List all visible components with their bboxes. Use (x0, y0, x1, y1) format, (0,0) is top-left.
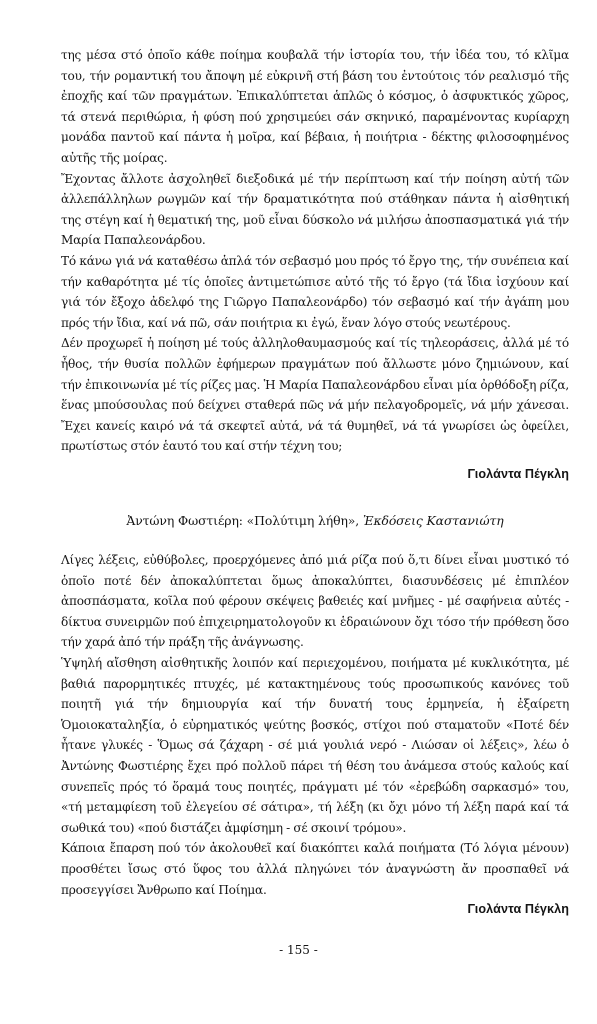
review-1 (61, 45, 569, 481)
review-1-paragraph: Δέν προχωρεῖ ἡ ποίηση μέ τούς ἀλληλοθαυμασμούς καί τίς τηλεοράσεις, ἀλλά μέ τό ἦθος, τήν θυσία πολλῶν ἐφήμερων πραγμάτων πού ἄλλωστε μόνο ζημιώνουν, καί τήν ἐπικοινωνία μέ τίς ρίζες μας. Ἡ Μαρία Παπαλεονάρδου εἶναι μία ὀρθόδοξη ρίζα, ἕνας μπούσουλας πού δείχνει σταθερά πῶς νά μήν πελαγοδρομεῖς, νά μήν χάνεσαι. Ἔχει κανείς καιρό νά τά σκεφτεῖ αὐτά, νά τά θυμηθεῖ, νά τά γνωρίσει ὡς ὀφείλει, πρωτίστως στόν ἑαυτό του καί στήν τέχνη του; (61, 336, 569, 454)
book-author-title: Ἀντώνη Φωστιέρη: «Πολύτιμη λήθη», (126, 513, 363, 528)
page-number: - 155 - (279, 943, 318, 957)
book-publisher: Ἐκδόσεις Καστανιώτη (362, 513, 504, 528)
review-1-signature: Γιολάντα Πέγκλη (467, 466, 569, 481)
review-2-heading (61, 513, 569, 528)
review-2-signature: Γιολάντα Πέγκλη (467, 902, 569, 917)
review-2-paragraph: Ὑψηλή αἴσθηση αἰσθητικῆς λοιπόν καί περιεχομένου, ποιήματα μέ κυκλικότητα, μέ βαθιά παρορμητικές πτυχές, μέ κατακτημένους τούς προσωπικούς κανόνες τοῦ ποιητῆ γιά τήν δημιουργία καί τήν δυνατή τους ἑρμηνεία, ἡ ἐξαίρετη Ὁμοιοκαταληξία, ὁ εὐρηματικός ψεύτης βοσκός, στίχοι πού σταματοῦν «Ποτέ δέν ἦτανε γλυκές - Ὅμως σά ζάχαρη - σέ μιά γουλιά νερό - Λιώσαν οἱ λέξεις», λέω ὁ Ἀντώνης Φωστιέρης ἔχει πρό πολλοῦ πάρει τή θέση του ἀνάμεσα στούς καλούς καί συνεπεῖς πρός τό ὅραμά τους ποιητές, πράγματι μέ τόν «ἐρεβώδη σαρκασμό» του, «τή μεταμφίεση τοῦ ἐλεγείου σέ σάτιρα», τή λέξη (κι ὄχι μόνο τή λέξη παρά καί τά σωθικά του) «πού διστάζει ἀμφίσημη - σέ σκοινί τρόμου». (61, 655, 569, 835)
review-1-paragraph: Τό κάνω γιά νά καταθέσω ἁπλά τόν σεβασμό μου πρός τό ἔργο της, τήν συνέπεια καί τήν καθαρότητα μέ τίς ὁποῖες ἀντιμετώπισε αὐτό τῆς τό ἔργο (τά ἴδια ἰσχύουν καί γιά τόν ἔξοχο ἀδελφό της Γιῶργο Παπαλεονάρδο) τόν σεβασμό καί τήν ἀγάπη μου πρός τήν ἴδια, καί νά πῶ, σάν ποιήτρια κι ἐγώ, ἕναν λόγο στούς νεωτέρους. (61, 253, 569, 330)
review-2 (61, 550, 569, 916)
book-heading (61, 513, 569, 528)
review-1-paragraph: Ἔχοντας ἄλλοτε ἀσχοληθεῖ διεξοδικά μέ τήν περίπτωση καί τήν ποίηση αὐτή τῶν ἀλλεπάλληλων ρωγμῶν καί τήν δραματικότητα πού στάθηκαν πάντα ἡ αἰσθητική της στέγη καί ἡ θεματική της, μοῦ εἶναι δύσκολο νά μιλήσω ἀποσπασματικά γιά τήν Μαρία Παπαλεονάρδου. (61, 171, 569, 248)
review-2-paragraph: Λίγες λέξεις, εὐθύβολες, προερχόμενες ἀπό μιά ρίζα πού ὅ,τι δίνει εἶναι μυστικό τό ὁποῖο ποτέ δέν ἀποκαλύπτεται ὅμως ἀποκαλύπτει, διασυνδέσεις μέ ἐπιπλέον ἀποσπάσματα, κοῖλα πού φέρουν σκέψεις βαθειές καί μνῆμες - μέ σαφήνεια αὐτές - δίκτυα συνειρμῶν πού ἐπιχειρηματολογοῦν κι ἑδραιώνουν ὄχι τόσο τήν πρόθεση ὅσο τήν χαρά ἀπό τήν πράξη τῆς ἀνάγνωσης. (61, 553, 569, 650)
review-2-paragraph: Κάποια ἔπαρση πού τόν ἀκολουθεῖ καί διακόπτει καλά ποιήματα (Τό λόγια μένουν) προσθέτει ἴσως στό ὕφος του ἀλλά πληγώνει τόν ἀναγνώστη ἄν προσπαθεῖ νά προσεγγίσει Ἄνθρωπο καί Ποίημα. (61, 841, 569, 897)
review-1-paragraph: της μέσα στό ὁποῖο κάθε ποίημα κουβαλᾶ τήν ἱστορία του, τήν ἰδέα του, τό κλῖμα του, τήν ρομαντική του ἄποψη μέ εὐκρινῆ στή βάση του ἐντούτοις τόν ρεαλισμό τῆς ἐποχῆς καί τῶν πραγμάτων. Ἐπικαλύπτεται ἁπλῶς ὁ κόσμος, ὁ ἀσφυκτικός χῶρος, τά στενά περιθώρια, ἡ φύση πού χρησιμεύει σάν σκηνικό, παραμένοντας κυρίαρχη μονάδα παντοῦ καί πάντα ἡ μοῖρα, καί βέβαια, ἡ ποιήτρια - δέκτης φιλοσοφημένος αὐτῆς τῆς μοίρας. (61, 48, 569, 165)
